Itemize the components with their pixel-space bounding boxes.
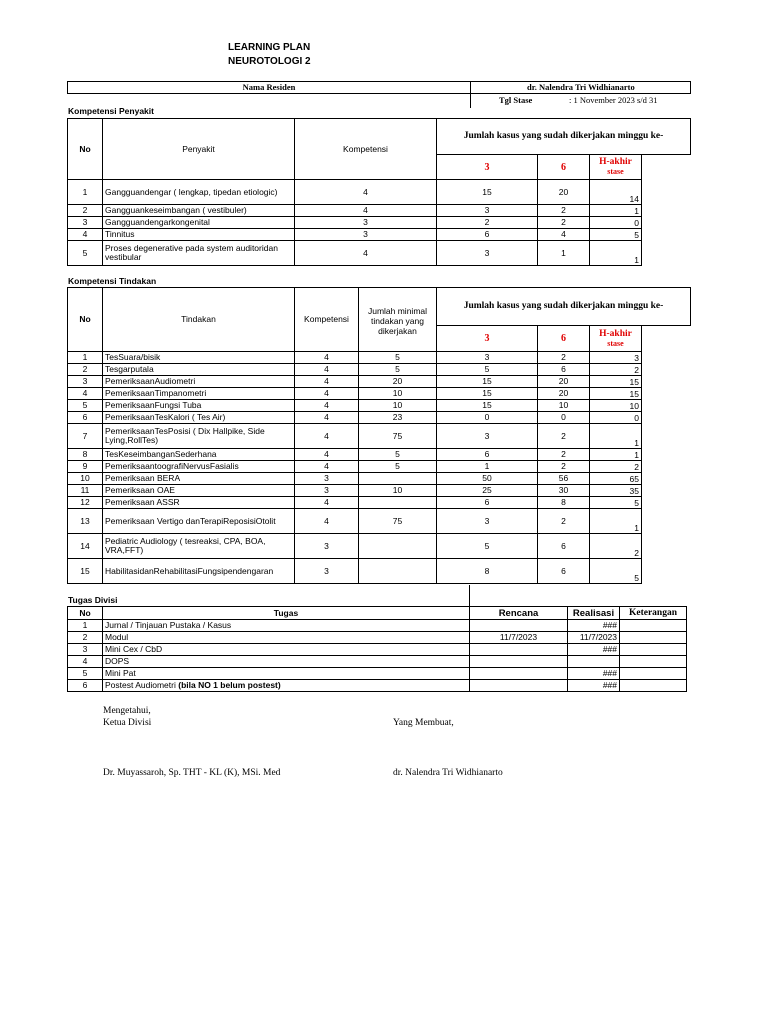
row-rencana: 11/7/2023: [470, 632, 568, 644]
row-week-3: 0: [437, 412, 538, 424]
header-jumlah-minimal: Jumlah minimal tindakan yang dikerjakan: [359, 288, 437, 352]
row-h-akhir: 5: [590, 229, 642, 241]
ketua-name: Dr. Muyassaroh, Sp. THT - KL (K), MSi. Med: [103, 768, 281, 778]
header-tugas: Tugas: [103, 607, 470, 620]
row-week-6: 0: [538, 412, 590, 424]
table-row: [68, 229, 691, 241]
row-no: 2: [68, 205, 103, 217]
row-minimal: 10: [359, 400, 437, 412]
row-kompetensi: 4: [295, 388, 359, 400]
row-week-6: 2: [538, 352, 590, 364]
table-row: [68, 656, 687, 668]
row-minimal: 5: [359, 364, 437, 376]
row-tugas-label: Mini Cex / CbD: [105, 644, 163, 654]
row-tindakan: Pemeriksaan OAE: [103, 485, 295, 497]
row-kompetensi: 4: [295, 205, 437, 217]
row-week-3: 15: [437, 388, 538, 400]
row-kompetensi: 4: [295, 180, 437, 205]
row-tindakan: TesSuara/bisik: [103, 352, 295, 364]
row-minimal: 5: [359, 461, 437, 473]
row-no: 4: [68, 229, 103, 241]
row-minimal: 5: [359, 449, 437, 461]
row-no: 11: [68, 485, 103, 497]
table-row: [68, 559, 691, 584]
row-h-akhir: 0: [590, 217, 642, 229]
row-h-akhir: 3: [590, 352, 642, 364]
row-kompetensi: 4: [295, 364, 359, 376]
row-no: 1: [68, 180, 103, 205]
header-keterangan: Keterangan: [620, 607, 687, 620]
row-week-6: 20: [538, 180, 590, 205]
row-tindakan: Pemeriksaan Vertigo danTerapiReposisiOtolit: [103, 509, 295, 534]
row-minimal: 23: [359, 412, 437, 424]
row-week-3: 3: [437, 509, 538, 534]
divider: [469, 585, 470, 606]
header-kompetensi: Kompetensi: [295, 288, 359, 352]
row-week-6: 10: [538, 400, 590, 412]
row-kompetensi: 3: [295, 229, 437, 241]
row-week-3: 5: [437, 364, 538, 376]
table-row: [68, 461, 691, 473]
row-h-akhir: 35: [590, 485, 642, 497]
row-week-6: 1: [538, 241, 590, 266]
penyakit-table: [67, 118, 691, 266]
row-rencana: [470, 644, 568, 656]
yang-membuat-label: Yang Membuat,: [393, 718, 454, 728]
row-no: 1: [68, 352, 103, 364]
row-rencana: [470, 656, 568, 668]
row-week-3: 6: [437, 497, 538, 509]
row-week-3: 6: [437, 449, 538, 461]
row-no: 6: [68, 680, 103, 692]
row-h-akhir: 2: [590, 534, 642, 559]
row-no: 4: [68, 656, 103, 668]
row-h-akhir: 15: [590, 376, 642, 388]
row-week-3: 3: [437, 352, 538, 364]
table-row: [68, 364, 691, 376]
row-no: 15: [68, 559, 103, 584]
row-no: 9: [68, 461, 103, 473]
row-kompetensi: 4: [295, 400, 359, 412]
row-kompetensi: 4: [295, 376, 359, 388]
section-tindakan: Kompetensi Tindakan: [68, 276, 157, 286]
row-realisasi: ###: [568, 620, 620, 632]
header-no: No: [68, 607, 103, 620]
row-penyakit: Proses degenerative pada system auditoridan vestibular: [103, 241, 295, 266]
row-tugas-note: (bila NO 1 belum postest): [178, 680, 281, 690]
row-keterangan: [620, 644, 687, 656]
row-no: 3: [68, 376, 103, 388]
table-row: [68, 534, 691, 559]
row-week-3: 15: [437, 376, 538, 388]
row-kompetensi: 3: [295, 559, 359, 584]
row-minimal: 20: [359, 376, 437, 388]
header-no: No: [68, 119, 103, 180]
row-minimal: 75: [359, 424, 437, 449]
row-no: 3: [68, 217, 103, 229]
row-minimal: 75: [359, 509, 437, 534]
header-week-6: 6: [538, 155, 590, 180]
table-row: [68, 509, 691, 534]
row-tindakan: HabilitasidanRehabilitasiFungsipendengaran: [103, 559, 295, 584]
table-row: [68, 668, 687, 680]
row-kompetensi: 3: [295, 534, 359, 559]
header-no: No: [68, 288, 103, 352]
row-week-3: 2: [437, 217, 538, 229]
row-keterangan: [620, 680, 687, 692]
row-week-6: 2: [538, 509, 590, 534]
row-no: 8: [68, 449, 103, 461]
row-tugas-label: DOPS: [105, 656, 130, 666]
section-tugas: Tugas Divisi: [68, 595, 118, 605]
row-tindakan: Pediatric Audiology ( tesreaksi, CPA, BOA, VRA,FFT): [103, 534, 295, 559]
row-week-6: 2: [538, 449, 590, 461]
row-h-akhir: 5: [590, 497, 642, 509]
row-week-3: 8: [437, 559, 538, 584]
row-minimal: [359, 473, 437, 485]
row-week-6: 4: [538, 229, 590, 241]
row-rencana: [470, 620, 568, 632]
header-week-6: 6: [538, 326, 590, 352]
row-no: 10: [68, 473, 103, 485]
row-tugas: [103, 656, 470, 668]
table-row: [68, 485, 691, 497]
row-tindakan: PemeriksaantoografiNervusFasialis: [103, 461, 295, 473]
row-minimal: [359, 534, 437, 559]
ketua-label: Ketua Divisi: [103, 718, 152, 728]
row-h-akhir: 2: [590, 364, 642, 376]
row-tindakan: PemeriksaanTesPosisi ( Dix Hallpike, Side Lying,RollTes): [103, 424, 295, 449]
row-no: 13: [68, 509, 103, 534]
row-no: 5: [68, 241, 103, 266]
row-minimal: [359, 497, 437, 509]
row-h-akhir: 2: [590, 461, 642, 473]
resident-name: dr. Nalendra Tri Widhianarto: [471, 82, 691, 94]
row-week-6: 2: [538, 217, 590, 229]
row-tindakan: PemeriksaanTesKalori ( Tes Air): [103, 412, 295, 424]
row-tugas: [103, 644, 470, 656]
row-week-6: 20: [538, 376, 590, 388]
row-week-3: 25: [437, 485, 538, 497]
row-penyakit: Gangguandengarkongenital: [103, 217, 295, 229]
row-h-akhir: 1: [590, 424, 642, 449]
row-week-6: 8: [538, 497, 590, 509]
stase-value: : 1 November 2023 s/d 31: [569, 95, 658, 106]
table-row: [68, 412, 691, 424]
row-h-akhir: 1: [590, 205, 642, 217]
row-tugas-label: Modul: [105, 632, 129, 642]
row-h-akhir: 10: [590, 400, 642, 412]
tindakan-table: [67, 287, 691, 584]
row-tugas: [103, 632, 470, 644]
row-h-akhir: 1: [590, 509, 642, 534]
row-h-akhir: 14: [590, 180, 642, 205]
row-kompetensi: 4: [295, 424, 359, 449]
row-no: 7: [68, 424, 103, 449]
row-week-6: 6: [538, 559, 590, 584]
row-week-3: 5: [437, 534, 538, 559]
table-row: [68, 400, 691, 412]
row-tindakan: Tesgarputala: [103, 364, 295, 376]
row-penyakit: Tinnitus: [103, 229, 295, 241]
row-minimal: [359, 559, 437, 584]
row-week-3: 15: [437, 180, 538, 205]
row-no: 5: [68, 668, 103, 680]
row-realisasi: ###: [568, 668, 620, 680]
header-kompetensi: Kompetensi: [295, 119, 437, 180]
row-week-3: 3: [437, 241, 538, 266]
header-week-3: 3: [437, 326, 538, 352]
header-h-akhir: H-akhir stase: [590, 326, 642, 352]
table-row: [68, 217, 691, 229]
row-tugas: [103, 668, 470, 680]
row-h-akhir: 1: [590, 241, 642, 266]
header-realisasi: Realisasi: [568, 607, 620, 620]
row-penyakit: Gangguankeseimbangan ( vestibuler): [103, 205, 295, 217]
row-keterangan: [620, 632, 687, 644]
header-jumlah: Jumlah kasus yang sudah dikerjakan minggu ke-: [437, 119, 691, 155]
mengetahui-label: Mengetahui,: [103, 706, 151, 716]
tugas-table: [67, 606, 687, 692]
header-penyakit: Penyakit: [103, 119, 295, 180]
table-row: [68, 352, 691, 364]
row-keterangan: [620, 668, 687, 680]
row-rencana: [470, 680, 568, 692]
row-no: 6: [68, 412, 103, 424]
table-row: [68, 205, 691, 217]
stase-label: Tgl Stase: [499, 95, 533, 106]
row-week-3: 3: [437, 424, 538, 449]
row-kompetensi: 4: [295, 449, 359, 461]
header-jumlah: Jumlah kasus yang sudah dikerjakan minggu ke-: [437, 288, 691, 326]
row-tugas: [103, 620, 470, 632]
row-h-akhir: 65: [590, 473, 642, 485]
row-no: 12: [68, 497, 103, 509]
row-realisasi: ###: [568, 644, 620, 656]
row-week-3: 15: [437, 400, 538, 412]
row-week-6: 56: [538, 473, 590, 485]
row-rencana: [470, 668, 568, 680]
row-kompetensi: 4: [295, 497, 359, 509]
row-week-6: 6: [538, 534, 590, 559]
row-kompetensi: 4: [295, 241, 437, 266]
row-kompetensi: 3: [295, 217, 437, 229]
row-no: 5: [68, 400, 103, 412]
row-kompetensi: 4: [295, 509, 359, 534]
row-tugas: [103, 680, 470, 692]
header-tindakan: Tindakan: [103, 288, 295, 352]
row-week-6: 30: [538, 485, 590, 497]
row-no: 14: [68, 534, 103, 559]
row-week-6: 2: [538, 424, 590, 449]
row-no: 3: [68, 644, 103, 656]
page-subtitle: NEUROTOLOGI 2: [228, 56, 311, 67]
table-row: [68, 424, 691, 449]
row-kompetensi: 4: [295, 461, 359, 473]
row-no: 2: [68, 632, 103, 644]
row-tindakan: PemeriksaanTimpanometri: [103, 388, 295, 400]
row-realisasi: 11/7/2023: [568, 632, 620, 644]
row-kompetensi: 3: [295, 473, 359, 485]
row-keterangan: [620, 656, 687, 668]
table-row: [68, 497, 691, 509]
row-week-6: 6: [538, 364, 590, 376]
row-keterangan: [620, 620, 687, 632]
row-no: 4: [68, 388, 103, 400]
row-minimal: 5: [359, 352, 437, 364]
row-no: 2: [68, 364, 103, 376]
row-tindakan: PemeriksaanFungsi Tuba: [103, 400, 295, 412]
row-tindakan: PemeriksaanAudiometri: [103, 376, 295, 388]
header-rencana: Rencana: [470, 607, 568, 620]
page-title: LEARNING PLAN: [228, 42, 311, 53]
row-penyakit: Gangguandengar ( lengkap, tipedan etiologic): [103, 180, 295, 205]
table-row: [68, 388, 691, 400]
table-row: [68, 449, 691, 461]
table-row: [68, 620, 687, 632]
row-week-6: 20: [538, 388, 590, 400]
header-h-akhir: H-akhir stase: [590, 155, 642, 180]
row-h-akhir: 15: [590, 388, 642, 400]
table-row: [68, 680, 687, 692]
row-tindakan: Pemeriksaan ASSR: [103, 497, 295, 509]
row-h-akhir: 1: [590, 449, 642, 461]
row-h-akhir: 5: [590, 559, 642, 584]
row-no: 1: [68, 620, 103, 632]
row-kompetensi: 4: [295, 352, 359, 364]
section-penyakit: Kompetensi Penyakit: [68, 106, 154, 116]
row-minimal: 10: [359, 388, 437, 400]
row-kompetensi: 4: [295, 412, 359, 424]
row-realisasi: [568, 656, 620, 668]
row-tugas-label: Postest Audiometri: [105, 680, 179, 690]
row-tindakan: Pemeriksaan BERA: [103, 473, 295, 485]
resident-label: Nama Residen: [68, 82, 471, 94]
table-row: [68, 644, 687, 656]
resident-table: [67, 81, 691, 108]
row-tugas-label: Jurnal / Tinjauan Pustaka / Kasus: [105, 620, 232, 630]
row-week-6: 2: [538, 205, 590, 217]
row-week-3: 3: [437, 205, 538, 217]
row-week-3: 6: [437, 229, 538, 241]
table-row: [68, 376, 691, 388]
row-tugas-label: Mini Pat: [105, 668, 136, 678]
row-tindakan: TesKeseimbanganSederhana: [103, 449, 295, 461]
resident-signature-name: dr. Nalendra Tri Widhianarto: [393, 768, 503, 778]
row-realisasi: ###: [568, 680, 620, 692]
row-minimal: 10: [359, 485, 437, 497]
row-week-3: 1: [437, 461, 538, 473]
header-week-3: 3: [437, 155, 538, 180]
table-row: [68, 473, 691, 485]
table-row: [68, 180, 691, 205]
row-week-6: 2: [538, 461, 590, 473]
row-week-3: 50: [437, 473, 538, 485]
table-row: [68, 632, 687, 644]
row-h-akhir: 0: [590, 412, 642, 424]
table-row: [68, 241, 691, 266]
row-kompetensi: 3: [295, 485, 359, 497]
